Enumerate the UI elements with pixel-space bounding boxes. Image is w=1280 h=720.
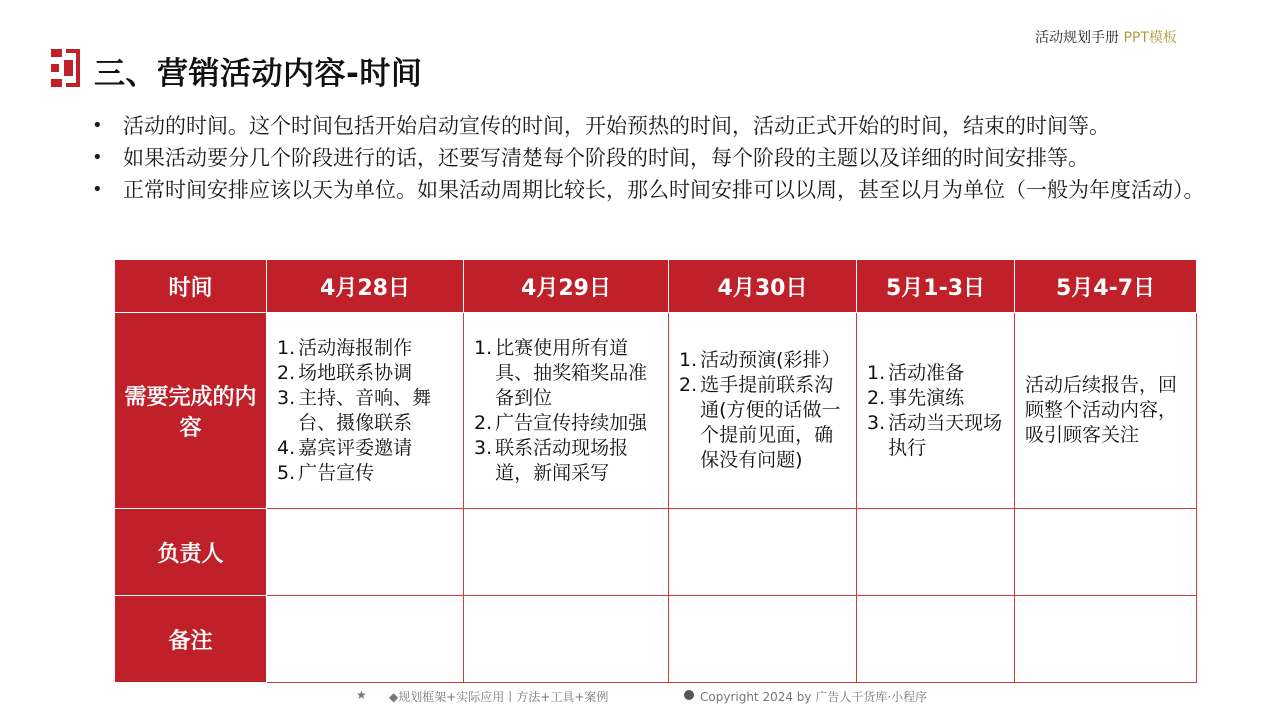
task-item	[277, 436, 455, 461]
task-number: 3.	[474, 436, 493, 459]
task-item	[277, 386, 455, 436]
section-logo-icon	[51, 49, 81, 87]
table-row-owner	[115, 509, 1197, 596]
bullet-item: • 正常时间安排应该以天为单位。如果活动周期比较长，那么时间安排可以以周，甚至以月为单位（一般为年度活动）。	[92, 176, 1222, 204]
owner-cell-apr29[interactable]	[464, 509, 669, 596]
dot-icon	[684, 690, 694, 700]
note-cell-apr30[interactable]	[669, 596, 857, 683]
task-number: 5.	[277, 461, 296, 484]
owner-cell-may1-3[interactable]	[857, 509, 1015, 596]
note-cell-may4-7[interactable]	[1015, 596, 1197, 683]
task-item	[679, 373, 848, 473]
task-text: 活动预演(彩排）	[700, 349, 841, 371]
cell-may4-7: 活动后续报告，回顾整个活动内容，吸引顾客关注	[1015, 313, 1197, 509]
header-apr28: 4月28日	[267, 260, 464, 313]
task-number: 1.	[474, 336, 493, 359]
task-number: 1.	[277, 336, 296, 359]
bullet-item: • 如果活动要分几个阶段进行的话，还要写清楚每个阶段的时间，每个阶段的主题以及详细的时间安排等。	[92, 144, 1222, 172]
page-title: 三、营销活动内容-时间	[94, 56, 423, 92]
task-item	[474, 336, 660, 411]
table-row-content	[115, 313, 1197, 509]
note-cell-apr29[interactable]	[464, 596, 669, 683]
task-item	[474, 411, 660, 436]
cell-apr30	[669, 313, 857, 509]
note-cell-apr28[interactable]	[267, 596, 464, 683]
note-cell-may1-3[interactable]	[857, 596, 1015, 683]
task-number: 3.	[867, 411, 886, 434]
task-text: 主持、音响、舞台、摄像联系	[298, 386, 432, 434]
schedule-table	[114, 259, 1197, 683]
task-text: 活动当天现场执行	[888, 411, 1003, 459]
brand-accent: PPT模板	[1123, 30, 1177, 46]
task-text: 比赛使用所有道具、抽奖箱奖品准备到位	[495, 336, 648, 409]
star-icon: ★	[356, 688, 367, 702]
task-text: 活动海报制作	[298, 336, 413, 359]
task-text: 联系活动现场报道，新闻采写	[495, 436, 629, 484]
row-label-content: 需要完成的内容	[115, 313, 267, 509]
owner-cell-apr28[interactable]	[267, 509, 464, 596]
header-may4-7: 5月4-7日	[1015, 260, 1197, 313]
header-time: 时间	[115, 260, 267, 313]
task-text: 事先演练	[888, 386, 965, 409]
task-item	[277, 336, 455, 361]
header-may1-3: 5月1-3日	[857, 260, 1015, 313]
brand-label	[1035, 27, 1177, 47]
task-text: 广告宣传	[298, 461, 375, 484]
task-number: 2.	[474, 411, 493, 434]
task-item	[474, 436, 660, 486]
bullet-list	[92, 112, 1222, 208]
task-text: 嘉宾评委邀请	[298, 436, 413, 459]
footer-copyright: Copyright 2024 by 广告人干货库·小程序	[700, 690, 928, 704]
row-label-note: 备注	[115, 596, 267, 683]
brand-main: 活动规划手册	[1035, 30, 1119, 46]
cell-may1-3	[857, 313, 1015, 509]
task-list	[277, 336, 455, 486]
owner-cell-may4-7[interactable]	[1015, 509, 1197, 596]
task-list	[867, 361, 1006, 461]
task-item	[277, 361, 455, 386]
owner-cell-apr30[interactable]	[669, 509, 857, 596]
table-header-row	[115, 260, 1197, 313]
task-number: 1.	[679, 349, 698, 371]
cell-apr29	[464, 313, 669, 509]
task-number: 4.	[277, 436, 296, 459]
task-list	[679, 348, 848, 473]
task-text: 活动准备	[888, 361, 965, 384]
task-text: 广告宣传持续加强	[495, 411, 648, 434]
footer-tagline: ◆规划框架+实际应用丨方法+工具+案例	[389, 690, 609, 704]
task-number: 2.	[867, 386, 886, 409]
header-apr30: 4月30日	[669, 260, 857, 313]
task-number: 2.	[679, 374, 698, 396]
header-apr29: 4月29日	[464, 260, 669, 313]
task-item	[867, 361, 1006, 386]
task-item	[867, 386, 1006, 411]
task-text: 场地联系协调	[298, 361, 413, 384]
cell-apr28	[267, 313, 464, 509]
table-row-note	[115, 596, 1197, 683]
task-list	[474, 336, 660, 486]
task-item	[277, 461, 455, 486]
task-number: 1.	[867, 361, 886, 384]
task-text: 选手提前联系沟通(方便的话做一个提前见面，确保没有问题)	[700, 374, 841, 471]
task-item	[867, 411, 1006, 461]
task-number: 3.	[277, 386, 296, 409]
row-label-owner: 负责人	[115, 509, 267, 596]
task-number: 2.	[277, 361, 296, 384]
task-item	[679, 348, 848, 373]
bullet-item: • 活动的时间。这个时间包括开始启动宣传的时间，开始预热的时间，活动正式开始的时间，结束的时间等。	[92, 112, 1222, 140]
